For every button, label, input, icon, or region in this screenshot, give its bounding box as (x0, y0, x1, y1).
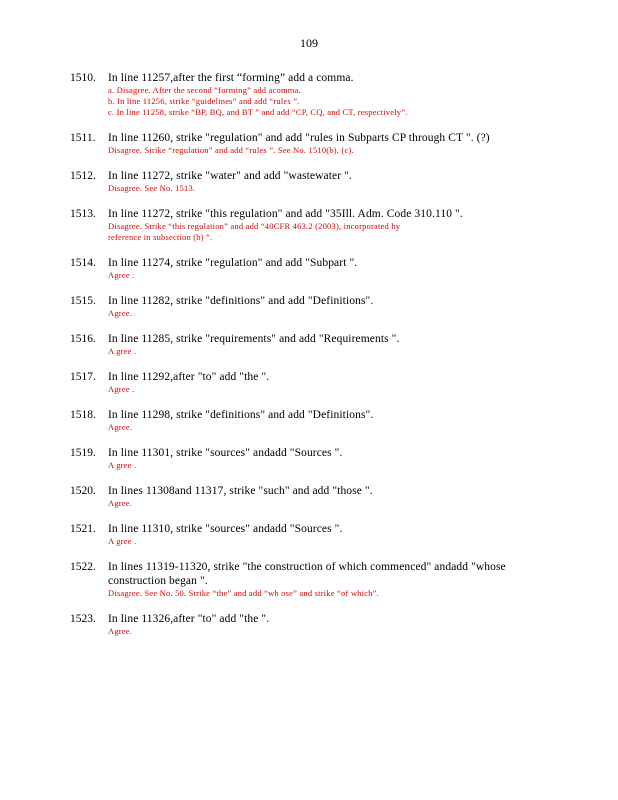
entry-body (108, 169, 540, 194)
comment-entry (70, 370, 540, 395)
entry-body (108, 522, 540, 547)
page-number: 109 (300, 36, 318, 50)
comment-entry (70, 446, 540, 471)
response-text: A gree . (108, 346, 137, 356)
response-text: a. Disagree. After the second “forming” add acomma. (108, 85, 301, 95)
instruction-text: In line 11301, strike "sources" andadd "Sources ". (108, 447, 343, 459)
entry-body (108, 446, 540, 471)
entry-number: 1521. (70, 523, 96, 535)
entry-body (108, 370, 540, 395)
response-text: reference in subsection (b) ”. (108, 232, 213, 242)
entry-body (108, 560, 540, 599)
entry-number: 1518. (70, 409, 96, 421)
instruction-text: In line 11298, strike "definitions" and add "Definitions". (108, 409, 374, 421)
comment-entry (70, 560, 540, 599)
comment-entry (70, 522, 540, 547)
response-text: Disagree. Strike “regulation” and add “rules ”. See No. 1510(b), (c). (108, 145, 354, 155)
response-text: Disagree. See No. 50. Strike “the” and add “wh ose” and strike “of which”. (108, 588, 379, 598)
instruction-text: In line 11285, strike "requirements" and add "Requirements ". (108, 333, 400, 345)
entry-number: 1514. (70, 257, 96, 269)
entry-number: 1519. (70, 447, 96, 459)
entry-body (108, 294, 540, 319)
instruction-text: In line 11257,after the first “forming” add a comma. (108, 72, 354, 84)
entry-number: 1512. (70, 170, 96, 182)
entry-number: 1522. (70, 561, 96, 573)
instruction-text: In line 11292,after "to" add "the ". (108, 371, 270, 383)
response-text: Agree . (108, 270, 135, 280)
response-text: Disagree. See No. 1513. (108, 183, 196, 193)
entry-number: 1523. (70, 613, 96, 625)
instruction-text: In line 11272, strike "this regulation" and add "35Ill. Adm. Code 310.110 ". (108, 208, 463, 220)
entry-body (108, 207, 540, 243)
entry-number: 1520. (70, 485, 96, 497)
entry-number: 1516. (70, 333, 96, 345)
response-text: b. In line 11256, strike “guidelines” and add “rules ”. (108, 96, 300, 106)
entry-body (108, 332, 540, 357)
instruction-text: In line 11282, strike "definitions" and add "Definitions". (108, 295, 374, 307)
entry-number: 1513. (70, 208, 96, 220)
entry-number: 1510. (70, 72, 96, 84)
response-text: Agree. (108, 626, 133, 636)
comment-entry (70, 408, 540, 433)
response-text: Agree. (108, 498, 133, 508)
entry-body (108, 71, 540, 118)
response-text: Disagree. Strike “this regulation” and add “40CFR 463.2 (2003), incorporated by (108, 221, 401, 231)
instruction-text: In line 11310, strike "sources" andadd "Sources ". (108, 523, 343, 535)
comment-entry (70, 71, 540, 118)
entry-body (108, 408, 540, 433)
instruction-text: construction began ". (108, 575, 208, 587)
response-text: Agree . (108, 384, 135, 394)
response-text: Agree. (108, 308, 133, 318)
entry-number: 1511. (70, 132, 96, 144)
instruction-text: In lines 11308and 11317, strike "such" and add "those ". (108, 485, 373, 497)
comment-entry (70, 169, 540, 194)
comment-entry (70, 131, 540, 156)
entry-body (108, 256, 540, 281)
comment-entry (70, 612, 540, 637)
instruction-text: In line 11272, strike "water" and add "wastewater ". (108, 170, 352, 182)
comment-entry (70, 484, 540, 509)
entry-body (108, 612, 540, 637)
comment-entry (70, 294, 540, 319)
response-text: A gree . (108, 536, 137, 546)
comment-entry (70, 207, 540, 243)
instruction-text: In line 11260, strike "regulation" and add "rules in Subparts CP through CT ". (?) (108, 132, 490, 144)
response-text: c. In line 11258, strike “BP, BQ, and BT ” and add “CP, CQ, and CT, respectively”. (108, 107, 408, 117)
entry-body (108, 484, 540, 509)
comment-list (70, 71, 540, 650)
entry-body (108, 131, 540, 156)
comment-entry (70, 332, 540, 357)
instruction-text: In line 11274, strike "regulation" and add "Subpart ". (108, 257, 358, 269)
instruction-text: In lines 11319-11320, strike "the construction of which commenced" andadd "whose (108, 561, 506, 573)
entry-number: 1517. (70, 371, 96, 383)
instruction-text: In line 11326,after "to" add "the ". (108, 613, 270, 625)
response-text: Agree. (108, 422, 133, 432)
entry-number: 1515. (70, 295, 96, 307)
response-text: A gree . (108, 460, 137, 470)
comment-entry (70, 256, 540, 281)
